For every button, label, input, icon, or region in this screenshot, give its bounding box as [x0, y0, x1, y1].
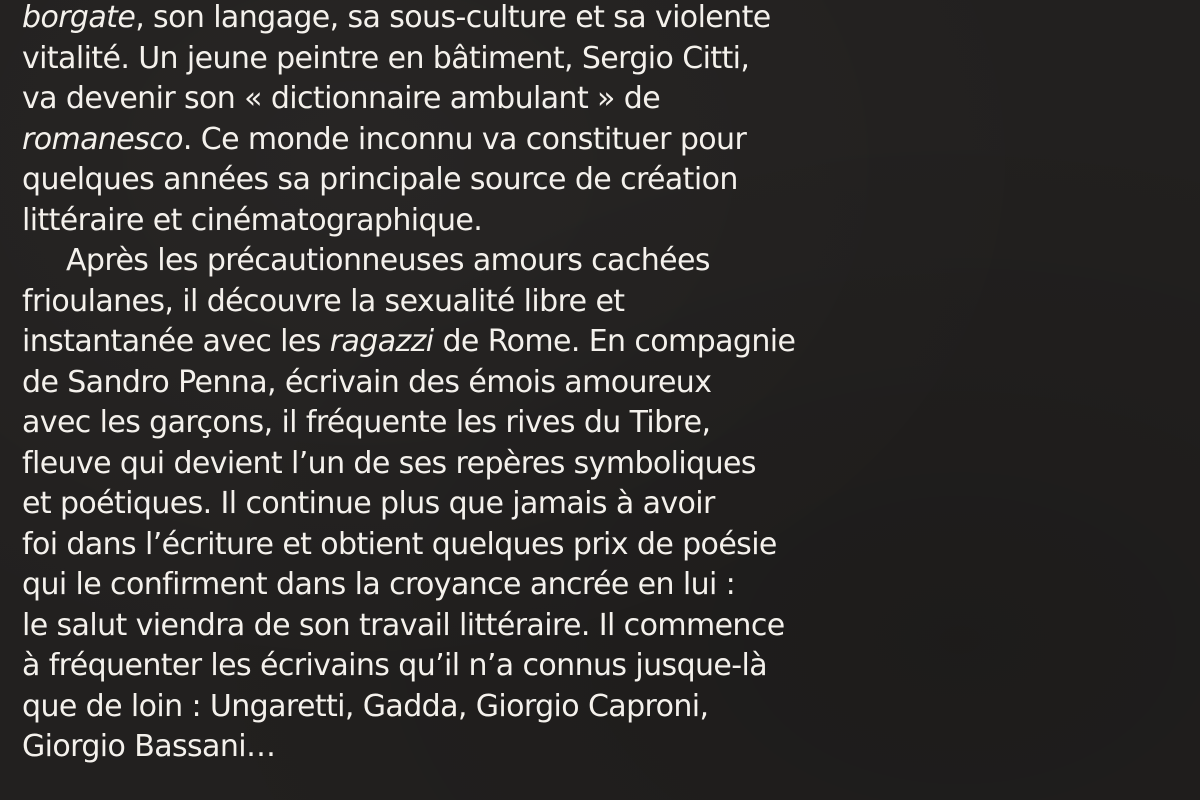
- text-line: avec les garçons, il fréquente les rives du Tibre,: [22, 405, 711, 440]
- text-line: romanesco. Ce monde inconnu va constituer pour: [22, 121, 747, 157]
- text-line: vitalité. Un jeune peintre en bâtiment, Sergio Citti,: [22, 40, 750, 76]
- text-line: quelques années sa principale source de création: [22, 162, 738, 197]
- body-text: [22, 0, 982, 768]
- text-line: et poétiques. Il continue plus que jamais à avoir: [22, 486, 715, 521]
- text-line: fleuve qui devient l’un de ses repères symboliques: [22, 445, 756, 481]
- text-line: littéraire et cinématographique.: [22, 202, 483, 238]
- text-line: le salut viendra de son travail littéraire. Il commence: [22, 607, 785, 643]
- text-line: que de loin : Ungaretti, Gadda, Giorgio Caproni,: [22, 688, 709, 724]
- italic-word: ragazzi: [329, 324, 434, 359]
- text-line: de Sandro Penna, écrivain des émois amoureux: [22, 364, 712, 400]
- text-line: Giorgio Bassani…: [22, 729, 276, 764]
- text-line: va devenir son « dictionnaire ambulant » de: [22, 81, 661, 116]
- text-line: borgate, son langage, sa sous-culture et sa violente: [22, 0, 771, 35]
- text-line: foi dans l’écriture et obtient quelques prix de poésie: [22, 526, 777, 562]
- text-line: à fréquenter les écrivains qu’il n’a connus jusque-là: [22, 648, 768, 683]
- text-line: instantanée avec les ragazzi de Rome. En compagnie: [22, 324, 796, 359]
- paragraph-start-line: Après les précautionneuses amours cachées: [66, 243, 710, 278]
- text-line: qui le confirment dans la croyance ancrée en lui :: [22, 567, 736, 602]
- italic-word: borgate: [22, 0, 136, 35]
- italic-word: romanesco: [22, 121, 183, 157]
- text-line: frioulanes, il découvre la sexualité libre et: [22, 283, 625, 319]
